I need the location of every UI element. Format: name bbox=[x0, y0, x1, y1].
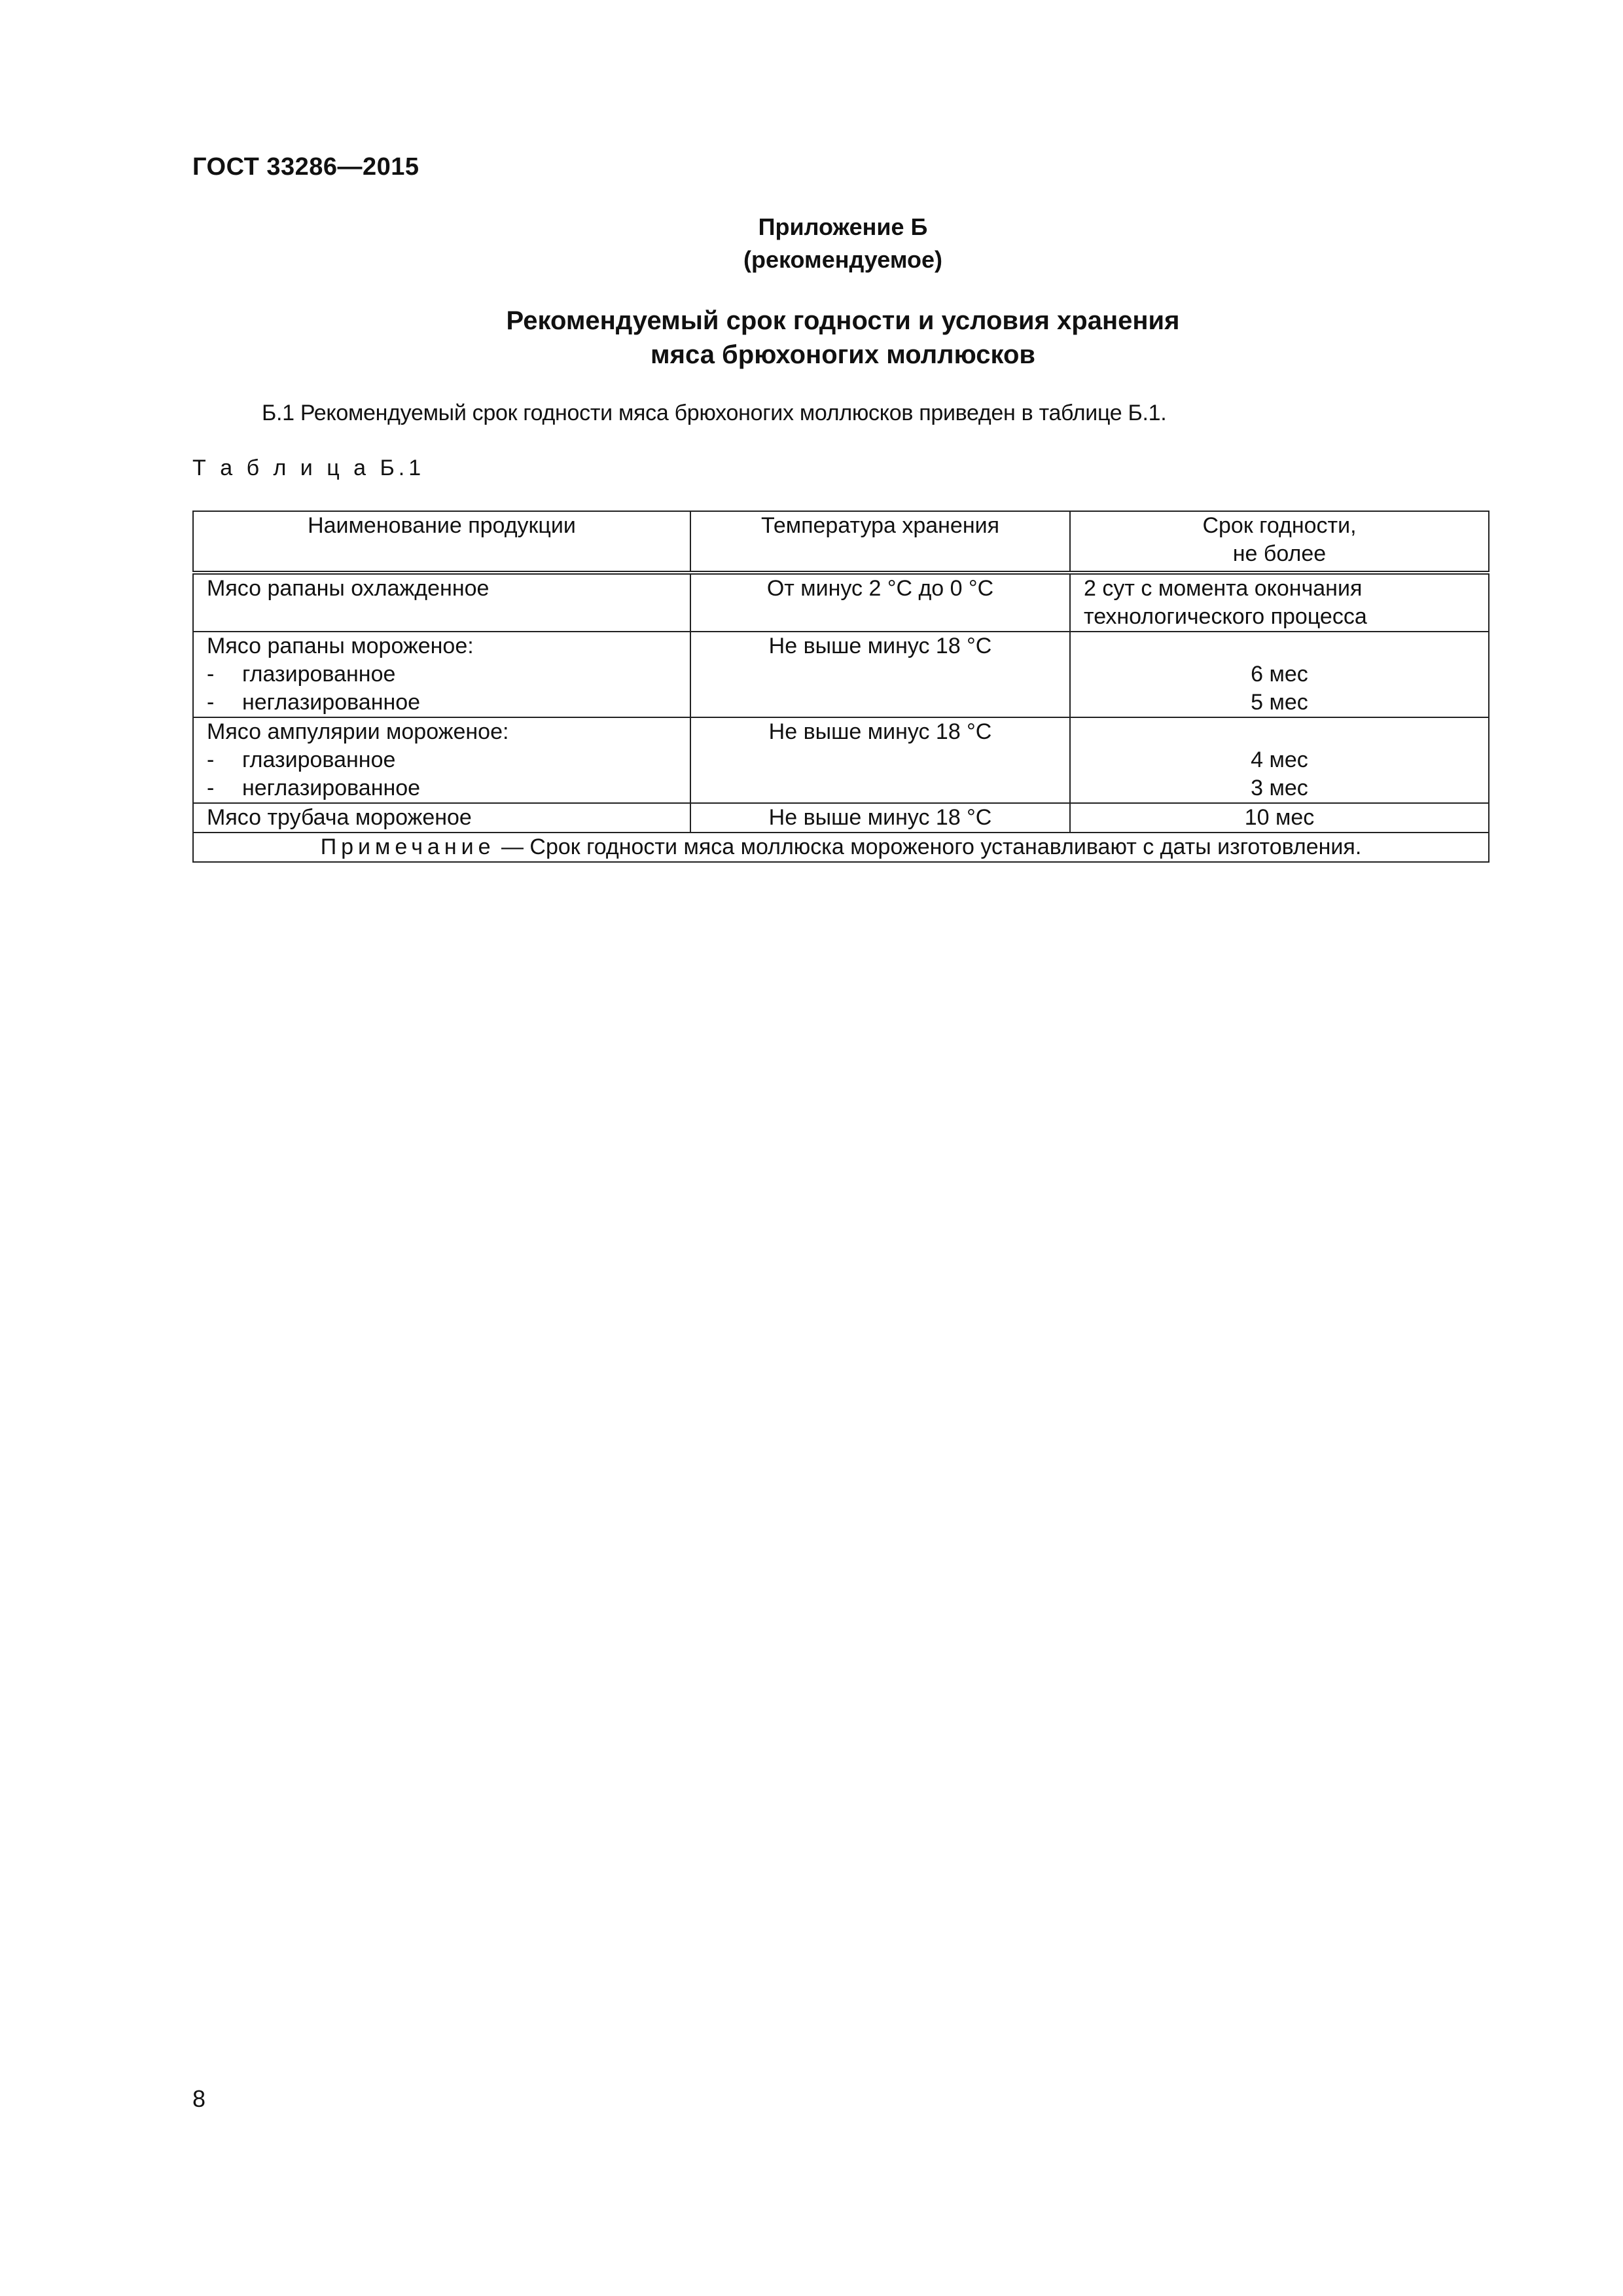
cell-product bbox=[193, 632, 690, 717]
product-variant-glazed bbox=[207, 660, 677, 689]
table-note bbox=[193, 833, 1489, 862]
shelf-life-unglazed: 5 мес bbox=[1251, 690, 1308, 715]
cell-shelf-life: 10 мес bbox=[1070, 803, 1489, 833]
shelf-life-glazed: 6 мес bbox=[1251, 662, 1308, 687]
cell-temperature: Не выше минус 18 °С bbox=[690, 717, 1070, 803]
table-row bbox=[193, 717, 1489, 803]
variant-label: глазированное bbox=[242, 747, 396, 772]
header-shelf-life bbox=[1070, 511, 1489, 573]
header-product: Наименование продукции bbox=[193, 511, 690, 573]
cell-shelf-life bbox=[1070, 632, 1489, 717]
list-dash: - bbox=[207, 776, 215, 800]
page-number: 8 bbox=[192, 2085, 206, 2112]
cell-product: Мясо трубача мороженое bbox=[193, 803, 690, 833]
cell-temperature: Не выше минус 18 °С bbox=[690, 803, 1070, 833]
product-variant-unglazed bbox=[207, 774, 677, 802]
product-name: Мясо ампулярии мороженое: bbox=[207, 719, 509, 744]
table-header-row bbox=[193, 511, 1489, 573]
header-shelf-life-line-2: не более bbox=[1232, 541, 1327, 566]
note-label: Примечание bbox=[320, 834, 495, 859]
shelf-life-line-1: 2 сут с момента окончания bbox=[1084, 576, 1363, 601]
heading-line-2: мяса брюхоногих моллюсков bbox=[651, 340, 1035, 369]
product-name: Мясо рапаны мороженое: bbox=[207, 634, 474, 658]
heading-line-1: Рекомендуемый срок годности и условия хранения bbox=[506, 306, 1180, 335]
variant-label: неглазированное bbox=[242, 690, 421, 715]
table-caption: Т а б л и ц а Б.1 bbox=[192, 456, 425, 480]
product-variant-glazed bbox=[207, 746, 677, 774]
shelf-life-glazed: 4 мес bbox=[1251, 747, 1308, 772]
paragraph-b1: Б.1 Рекомендуемый срок годности мяса брюхоногих моллюсков приведен в таблице Б.1. bbox=[262, 401, 1167, 425]
list-dash: - bbox=[207, 662, 215, 687]
section-heading bbox=[0, 304, 1623, 372]
appendix-kind: (рекомендуемое) bbox=[743, 246, 942, 273]
table-row bbox=[193, 573, 1489, 632]
cell-temperature: Не выше минус 18 °С bbox=[690, 632, 1070, 717]
list-dash: - bbox=[207, 747, 215, 772]
product-variant-unglazed bbox=[207, 689, 677, 717]
cell-temperature: От минус 2 °С до 0 °С bbox=[690, 573, 1070, 632]
variant-label: глазированное bbox=[242, 662, 396, 687]
shelf-life-unglazed: 3 мес bbox=[1251, 776, 1308, 800]
appendix-title: Приложение Б bbox=[758, 213, 928, 240]
table-note-row bbox=[193, 833, 1489, 862]
document-code: ГОСТ 33286—2015 bbox=[192, 153, 419, 181]
cell-shelf-life bbox=[1070, 717, 1489, 803]
table-row bbox=[193, 803, 1489, 833]
shelf-life-table bbox=[192, 511, 1489, 863]
table-row bbox=[193, 632, 1489, 717]
variant-label: неглазированное bbox=[242, 776, 421, 800]
cell-product bbox=[193, 717, 690, 803]
list-dash: - bbox=[207, 690, 215, 715]
cell-shelf-life bbox=[1070, 573, 1489, 632]
note-text: — Срок годности мяса моллюска мороженого устанавливают с даты изготовления. bbox=[495, 834, 1362, 859]
header-temperature: Температура хранения bbox=[690, 511, 1070, 573]
header-shelf-life-line-1: Срок годности, bbox=[1202, 513, 1357, 538]
cell-product: Мясо рапаны охлажденное bbox=[193, 573, 690, 632]
shelf-life-line-2: технологического процесса bbox=[1084, 604, 1367, 629]
